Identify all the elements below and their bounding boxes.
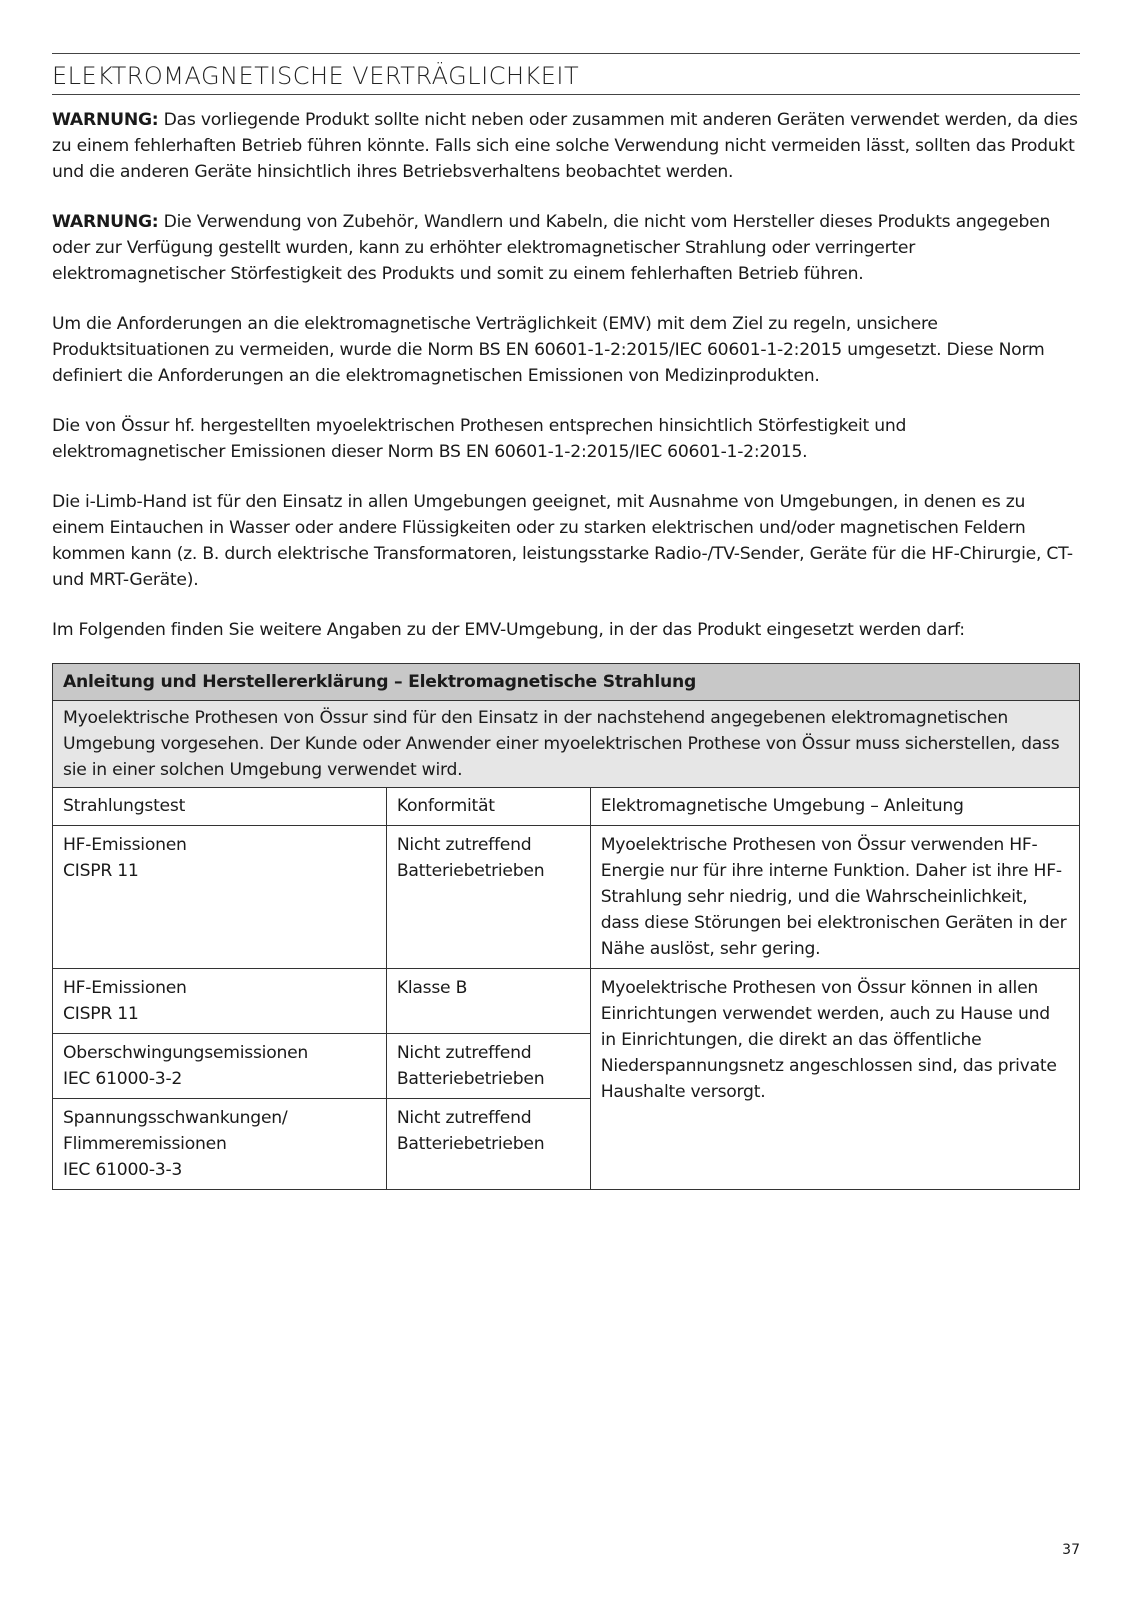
table-row <box>53 969 1080 1034</box>
column-header-test: Strahlungstest <box>53 788 387 826</box>
emission-table <box>52 663 1080 1190</box>
conformity-paragraph: Die von Össur hf. hergestellten myoelektrischen Prothesen entsprechen hinsichtlich Störfestigkeit und elektromagnetischer Emissionen dieser Norm BS EN 60601-1-2:2015/IEC 60601-1-2:2015. <box>52 416 907 462</box>
environment-paragraph: Die i-Limb-Hand ist für den Einsatz in allen Umgebungen geeignet, mit Ausnahme von Umgebungen, in denen es zu einem Eintauchen in Wasser oder andere Flüssigkeiten oder zu starken elektrischen und/oder magnetischen Feldern kommen kann (z. B. durch elektrische Transformatoren, leistungsstarke Radio-/TV-Sender, Geräte für die HF-Chirurgie, CT- und MRT-Geräte). <box>52 492 1073 590</box>
guidance-cell: Myoelektrische Prothesen von Össur verwenden HF-Energie nur für ihre interne Funktion. Daher ist ihre HF-Strahlung sehr niedrig, und die Wahrscheinlichkeit, dass diese Störungen bei elektronischen Geräten in der Nähe auslöst, sehr gering. <box>590 826 1079 969</box>
test-cell: Oberschwingungsemissionen IEC 61000-3-2 <box>53 1034 387 1099</box>
warning-label: WARNUNG: <box>52 212 159 232</box>
warning-text: Die Verwendung von Zubehör, Wandlern und Kabeln, die nicht vom Hersteller dieses Produkts angegeben oder zur Verfügung gestellt wurden, kann zu erhöhter elektromagnetischer Strahlung oder verringerter elektromagnetischer Störfestigkeit des Produkts und somit zu einem fehlerhaften Betrieb führen. <box>52 212 1051 284</box>
table-intro-row <box>53 701 1080 788</box>
conformity-cell: Nicht zutreffend Batteriebetrieben <box>386 1099 590 1190</box>
table-intro: Myoelektrische Prothesen von Össur sind für den Einsatz in der nachstehend angegebenen elektromagnetischen Umgebung vorgesehen. Der Kunde oder Anwender einer myoelektrischen Prothese von Össur muss sicherstellen, dass sie in einer solchen Umgebung verwendet wird. <box>53 701 1080 788</box>
guidance-cell: Myoelektrische Prothesen von Össur können in allen Einrichtungen verwendet werden, auch zu Hause und in Einrichtungen, die direkt an das öffentliche Niederspannungsnetz angeschlossen sind, das private Haushalte versorgt. <box>590 969 1079 1190</box>
conformity-cell: Nicht zutreffend Batteriebetrieben <box>386 826 590 969</box>
conformity-cell: Klasse B <box>386 969 590 1034</box>
warning-label: WARNUNG: <box>52 110 159 130</box>
warning-text: Das vorliegende Produkt sollte nicht neben oder zusammen mit anderen Geräten verwendet werden, da dies zu einem fehlerhaften Betrieb führen könnte. Falls sich eine solche Verwendung nicht vermeiden lässt, sollten das Produkt und die anderen Geräte hinsichtlich ihres Betriebsverhaltens beobachtet werden. <box>52 110 1078 182</box>
column-header-guidance: Elektromagnetische Umgebung – Anleitung <box>590 788 1079 826</box>
test-cell: Spannungsschwankungen/ Flimmeremissionen IEC 61000-3-3 <box>53 1099 387 1190</box>
test-cell: HF-Emissionen CISPR 11 <box>53 969 387 1034</box>
table-row <box>53 826 1080 969</box>
document-page <box>52 53 1080 1190</box>
table-header-row <box>53 664 1080 701</box>
page-number: 37 <box>1062 1542 1080 1558</box>
column-header-conformity: Konformität <box>386 788 590 826</box>
section-title: ELEKTROMAGNETISCHE VERTRÄGLICHKEIT <box>52 54 1080 95</box>
conformity-cell: Nicht zutreffend Batteriebetrieben <box>386 1034 590 1099</box>
emv-standard-paragraph: Um die Anforderungen an die elektromagnetische Verträglichkeit (EMV) mit dem Ziel zu regeln, unsichere Produktsituationen zu vermeiden, wurde die Norm BS EN 60601-1-2:2015/IEC 60601-1-2:2015 umgesetzt. Diese Norm definiert die Anforderungen an die elektromagnetischen Emissionen von Medizinprodukten. <box>52 314 1045 386</box>
table-header: Anleitung und Herstellererklärung – Elektromagnetische Strahlung <box>53 664 1080 701</box>
warning-paragraph-1 <box>52 107 1080 185</box>
table-intro-paragraph: Im Folgenden finden Sie weitere Angaben zu der EMV-Umgebung, in der das Produkt eingesetzt werden darf: <box>52 620 965 640</box>
test-cell: HF-Emissionen CISPR 11 <box>53 826 387 969</box>
warning-paragraph-2 <box>52 209 1080 287</box>
column-header-row <box>53 788 1080 826</box>
